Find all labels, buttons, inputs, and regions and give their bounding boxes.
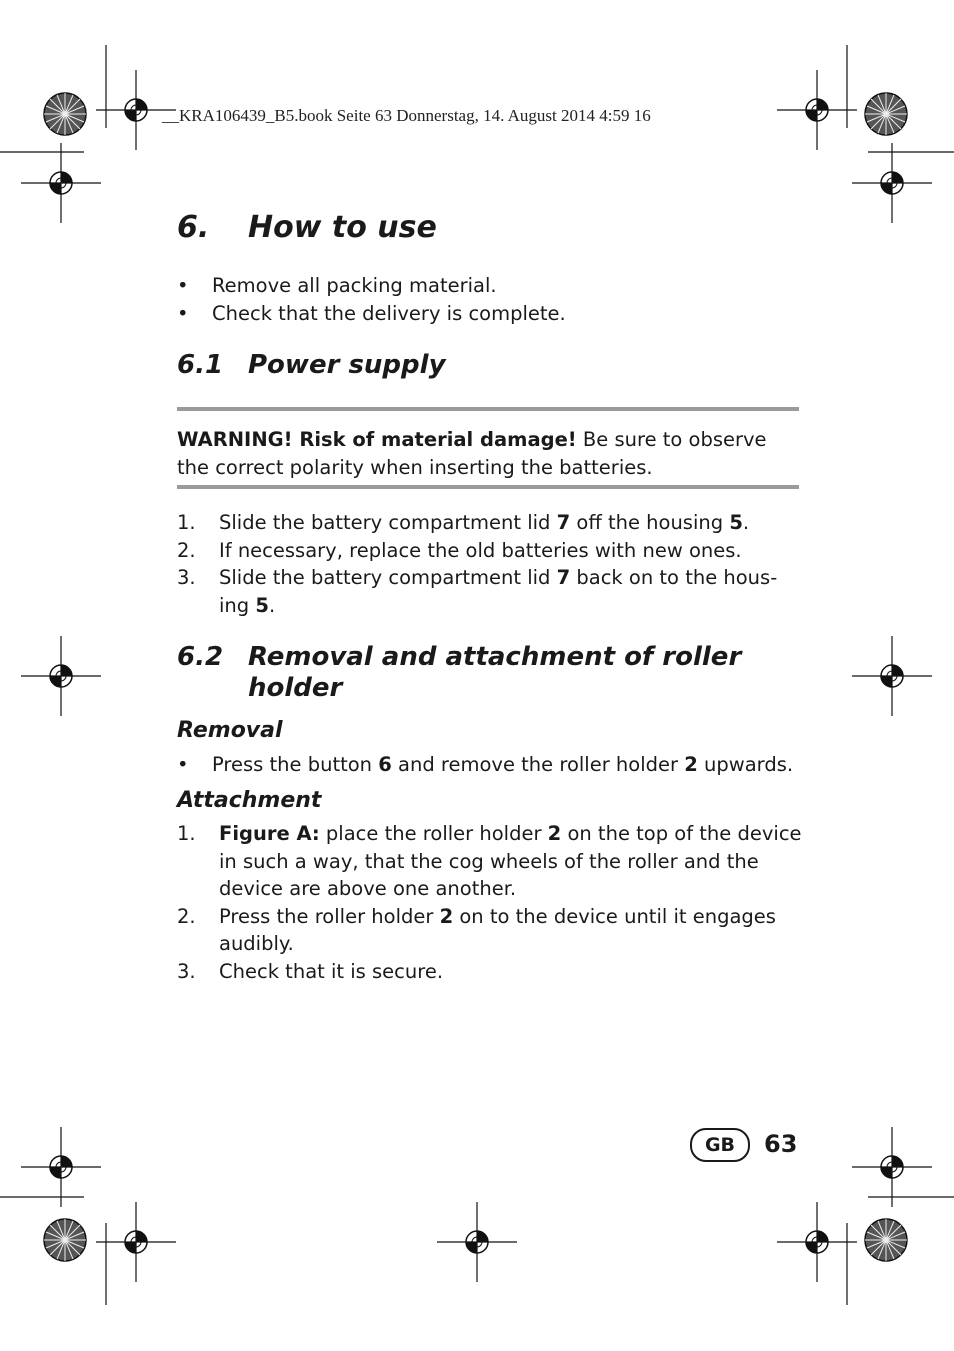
star-target-icon bbox=[44, 1219, 86, 1261]
warning-top-rule bbox=[177, 407, 799, 411]
star-target-icon bbox=[865, 1219, 907, 1261]
attachment-steps-list bbox=[177, 820, 802, 985]
removal-heading: Removal bbox=[177, 718, 283, 743]
list-item: 2. Press the roller holder 2 on to the device until it engages audibly. bbox=[177, 904, 776, 955]
intro-bullet-list bbox=[177, 272, 566, 327]
attachment-heading: Attachment bbox=[177, 788, 322, 813]
list-item: 2. If necessary, replace the old batteries with new ones. bbox=[177, 538, 742, 562]
crosshair-icon bbox=[852, 636, 932, 716]
star-target-icon bbox=[865, 93, 907, 135]
list-item: 1. Slide the battery compartment lid 7 off the housing 5. bbox=[177, 511, 750, 534]
section-title: How to use bbox=[248, 210, 437, 245]
crosshair-icon bbox=[777, 1202, 857, 1282]
print-header: __KRA106439_B5.book Seite 63 Donnerstag, 14. August 2014 4:59 16 bbox=[162, 106, 651, 125]
list-item: • Remove all packing material. bbox=[177, 274, 497, 297]
crosshair-icon bbox=[21, 1127, 101, 1207]
warning-bottom-rule bbox=[177, 485, 799, 489]
section-number: 6.2 bbox=[177, 642, 224, 672]
section-title: Removal and attachment of roller bbox=[248, 642, 742, 672]
section-number: 6.1 bbox=[177, 350, 224, 380]
removal-bullet-list bbox=[177, 751, 793, 779]
page-number: 63 bbox=[764, 1130, 798, 1158]
section-number: 6. bbox=[177, 210, 210, 245]
power-steps-list bbox=[177, 509, 777, 619]
list-item: 3. Slide the battery compartment lid 7 back on to the hous- ing 5. bbox=[177, 566, 778, 617]
star-target-icon bbox=[44, 93, 86, 135]
language-badge: GB bbox=[690, 1128, 750, 1162]
crosshair-icon bbox=[852, 143, 932, 223]
list-item: 3. Check that it is secure. bbox=[177, 959, 444, 983]
section-title: Power supply bbox=[248, 350, 446, 380]
section-6-1-heading bbox=[177, 350, 446, 380]
warning-box bbox=[177, 426, 799, 481]
crosshair-icon bbox=[21, 143, 101, 223]
section-6-heading bbox=[177, 210, 437, 245]
list-item: 1. Figure A: place the roller holder 2 on the top of the device in such a way, that the cog wheels of the roller and the device are above one another. bbox=[177, 822, 802, 900]
warning-text: the correct polarity when inserting the batteries. bbox=[177, 455, 653, 479]
crosshair-icon bbox=[777, 70, 857, 150]
crosshair-icon bbox=[96, 1202, 176, 1282]
section-6-2-heading bbox=[177, 642, 741, 704]
list-item: • Check that the delivery is complete. bbox=[177, 301, 566, 325]
warning-label: WARNING! Risk of material damage! bbox=[177, 428, 577, 451]
crosshair-icon bbox=[21, 636, 101, 716]
list-item: • Press the button 6 and remove the roller holder 2 upwards. bbox=[177, 753, 794, 776]
crosshair-icon bbox=[437, 1202, 517, 1282]
section-title-continued: holder bbox=[248, 673, 343, 703]
crosshair-icon bbox=[852, 1127, 932, 1207]
warning-text: Be sure to observe bbox=[576, 428, 767, 451]
